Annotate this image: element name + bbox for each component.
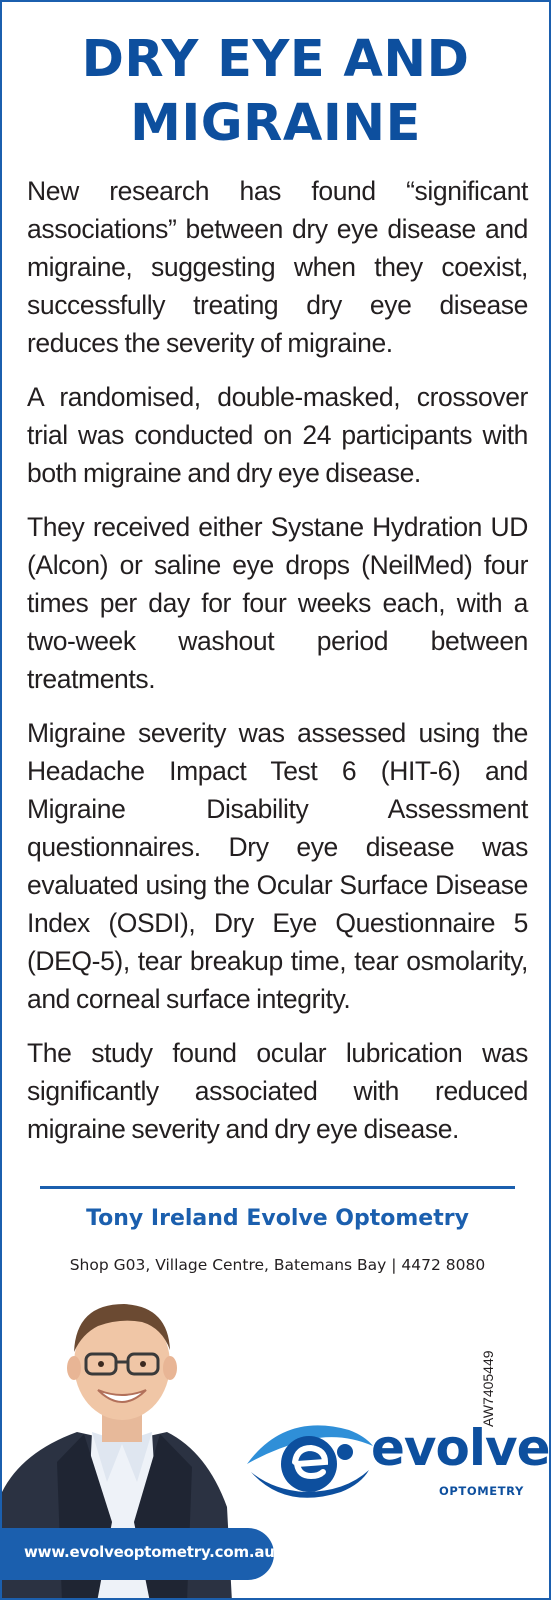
headline-line-2: MIGRAINE — [130, 94, 421, 153]
article-paragraph: Migraine severity was assessed using the Headache Impact Test 6 (HIT-6) and Migraine Disability Assessment questionnaires. Dry eye disease was evaluated using the Ocular Surface Disease Index (OSDI), Dry Eye Questionnaire 5 (DEQ-5), tear breakup time, tear osmolarity, and corneal surface integrity. — [27, 718, 528, 1014]
article-paragraph: New research has found “significant associations” between dry eye disease and migraine, suggesting when they coexist, successfully treating dry eye disease reduces the severity of migraine. — [27, 176, 528, 358]
business-address: Shop G03, Village Centre, Batemans Bay | 4472 8080 — [69, 1256, 486, 1274]
evolve-logo — [245, 1412, 550, 1522]
eye-logo-icon — [245, 1412, 375, 1512]
article-body — [27, 172, 528, 1164]
headline-line-1: DRY EYE AND — [81, 30, 470, 89]
article-paragraph: A randomised, double-masked, crossover trial was conducted on 24 participants with both migraine and dry eye disease. — [27, 382, 528, 488]
logo-subtitle: OPTOMETRY — [439, 1484, 524, 1498]
website-bar — [2, 1528, 274, 1580]
article-paragraph: The study found ocular lubrication was significantly associated with reduced migraine severity and dry eye disease. — [27, 1038, 528, 1144]
headline — [2, 28, 549, 156]
article-paragraph: They received either Systane Hydration UD (Alcon) or saline eye drops (NeilMed) four times per day for four weeks each, with a two-week washout period between treatments. — [27, 512, 528, 694]
ad-code: AW7405449 — [480, 1350, 496, 1427]
section-divider — [40, 1186, 515, 1189]
logo-wordmark: evolve — [371, 1419, 550, 1477]
business-name: Tony Ireland Evolve Optometry — [86, 1206, 469, 1231]
website-link[interactable]: www.evolveoptometry.com.au — [24, 1543, 275, 1561]
